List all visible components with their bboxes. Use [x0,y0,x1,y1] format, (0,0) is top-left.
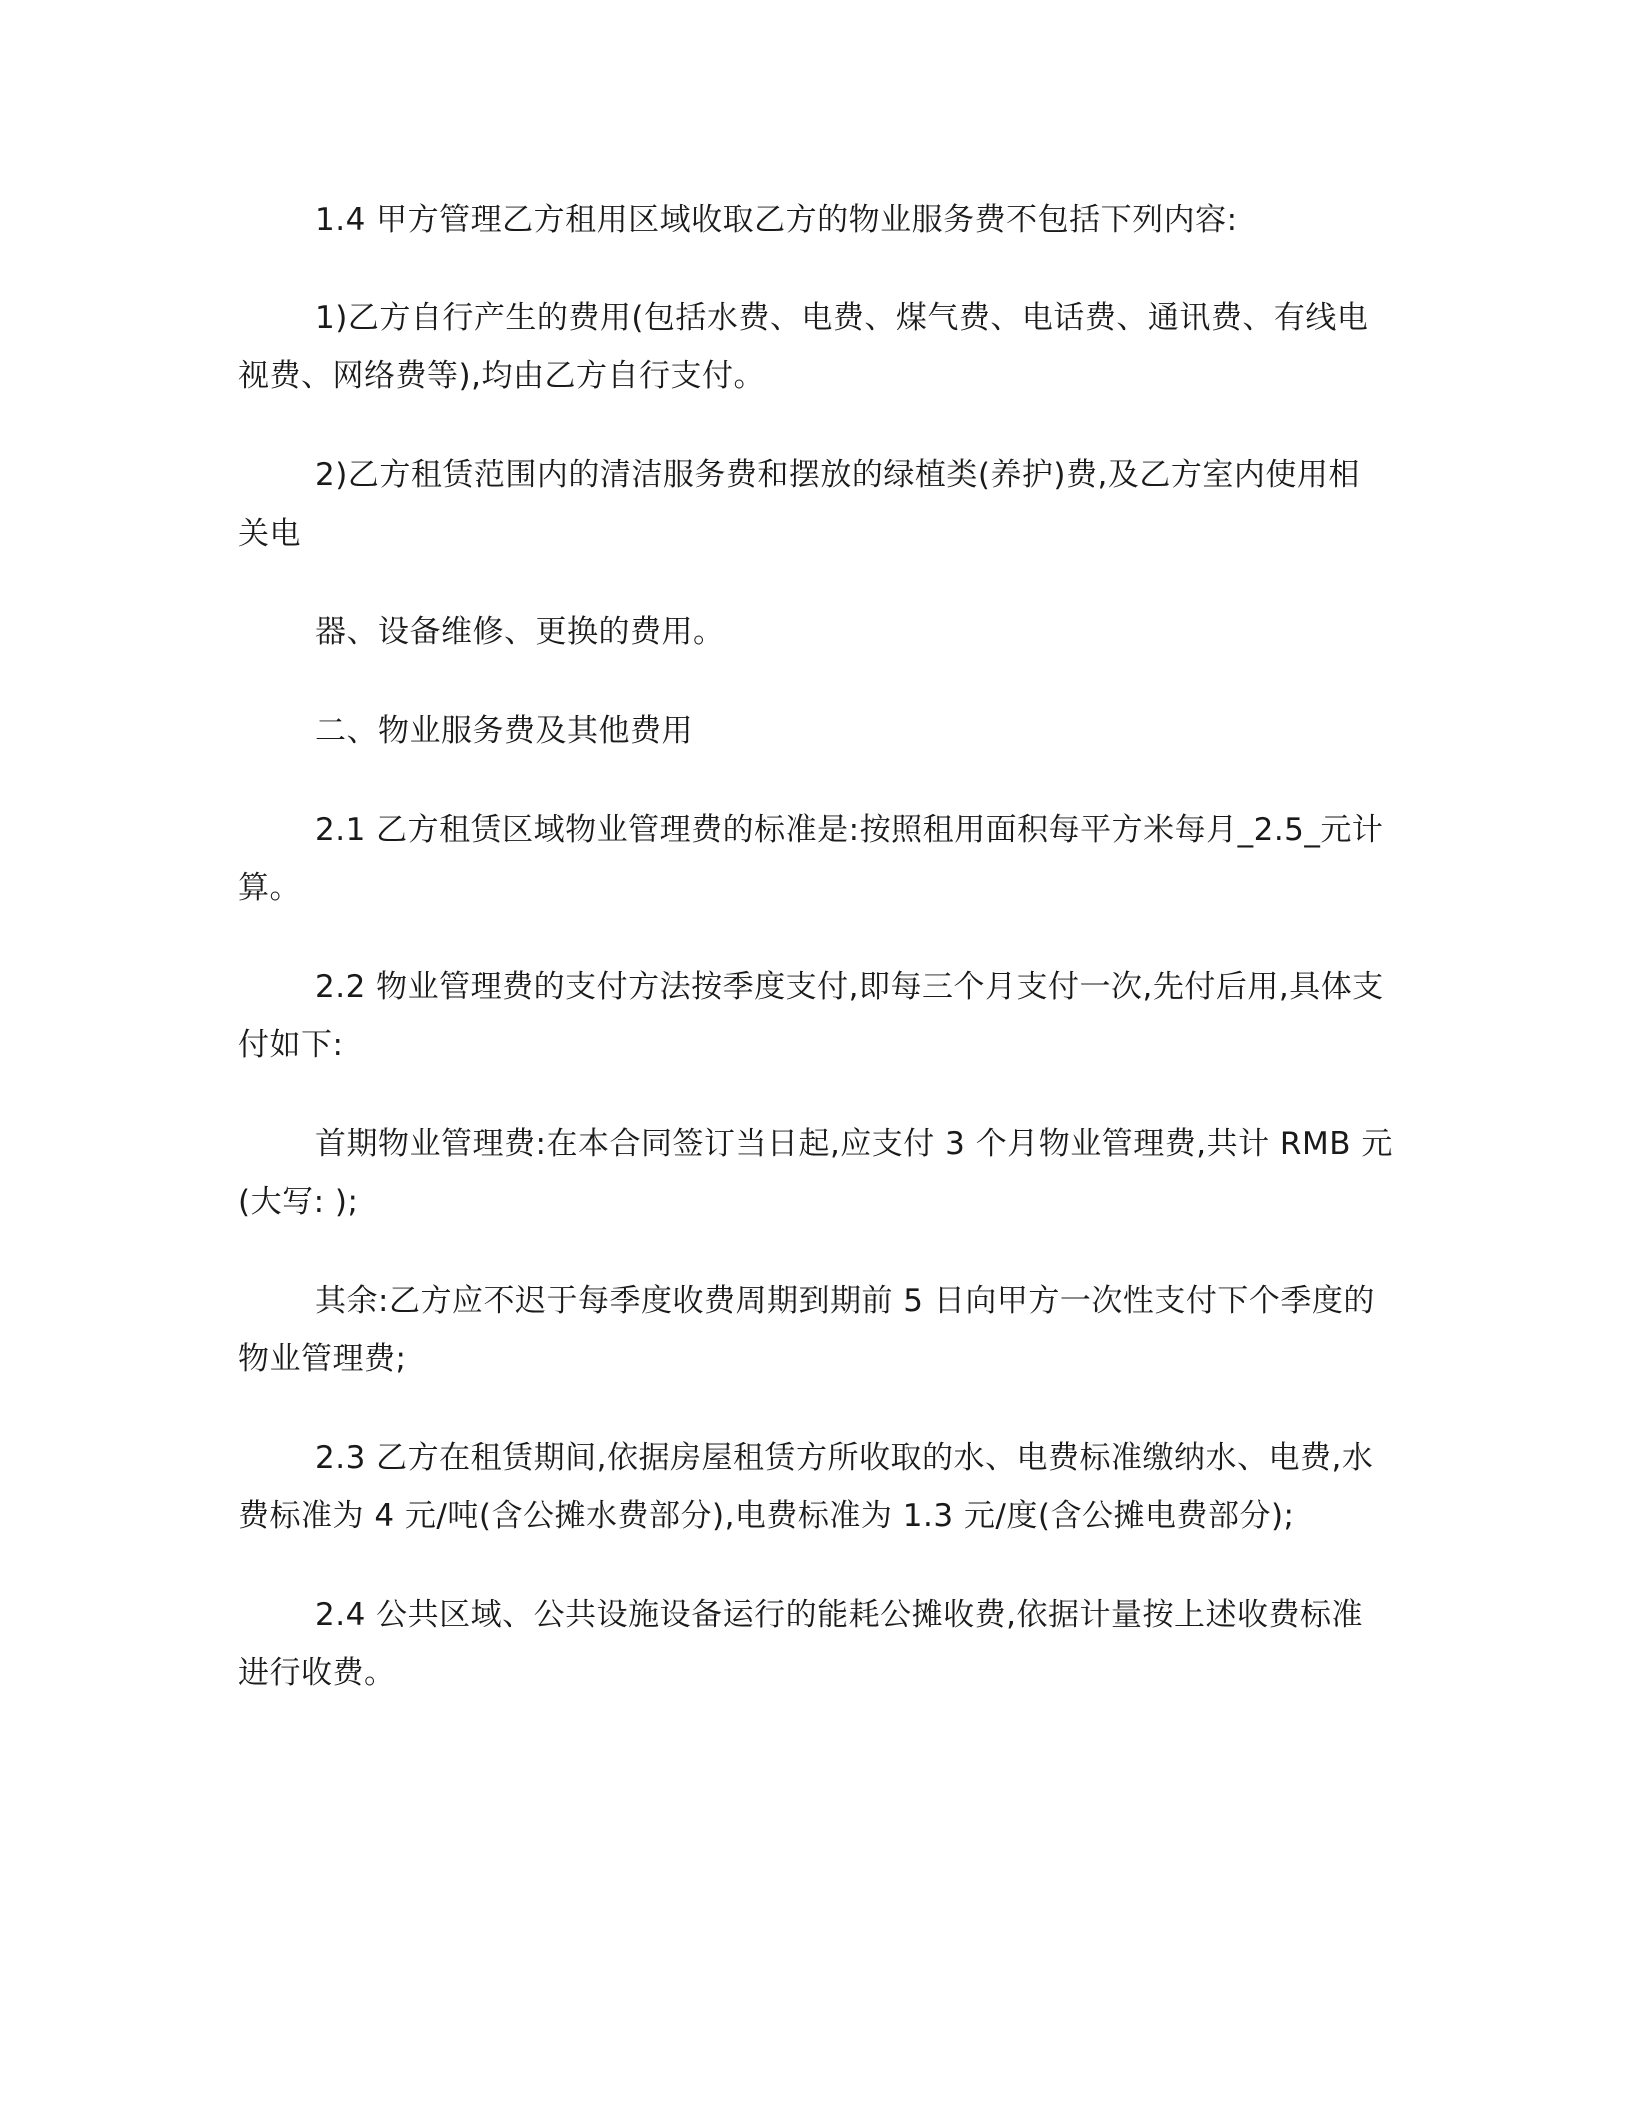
clause-1-4: 1.4 甲方管理乙方租用区域收取乙方的物业服务费不包括下列内容: [315,202,1238,238]
clause-2-4-line-1: 2.4 公共区域、公共设施设备运行的能耗公摊收费,依据计量按上述收费标准 [315,1597,1364,1633]
first-fee-line-1: 首期物业管理费:在本合同签订当日起,应支付 3 个月物业管理费,共计 RMB 元 [315,1126,1393,1162]
clause-2-3-line-1: 2.3 乙方在租赁期间,依据房屋租赁方所收取的水、电费标准缴纳水、电费,水 [315,1440,1374,1476]
item-2-line-1: 2)乙方租赁范围内的清洁服务费和摆放的绿植类(养护)费,及乙方室内使用相 [315,457,1360,493]
remaining-fee-line-2: 物业管理费; [238,1341,407,1377]
clause-2-3-line-2: 费标准为 4 元/吨(含公摊水费部分),电费标准为 1.3 元/度(含公摊电费部分); [238,1498,1295,1534]
item-2-line-2: 关电 [238,516,301,552]
item-1-line-2: 视费、网络费等),均由乙方自行支付。 [238,358,765,394]
clause-2-4-line-2: 进行收费。 [238,1655,396,1691]
item-1-line-1: 1)乙方自行产生的费用(包括水费、电费、煤气费、电话费、通讯费、有线电 [315,300,1369,336]
clause-2-2-line-1: 2.2 物业管理费的支付方法按季度支付,即每三个月支付一次,先付后用,具体支 [315,969,1384,1005]
first-fee-line-2: (大写: ); [238,1184,359,1220]
clause-2-1-line-2: 算。 [238,870,301,906]
clause-2-2-line-2: 付如下: [238,1027,344,1063]
clause-2-1-line-1: 2.1 乙方租赁区域物业管理费的标准是:按照租用面积每平方米每月_2.5_元计 [315,812,1384,848]
remaining-fee-line-1: 其余:乙方应不迟于每季度收费周期到期前 5 日向甲方一次性支付下个季度的 [315,1283,1375,1319]
item-2-line-3: 器、设备维修、更换的费用。 [315,614,725,650]
section-heading-2: 二、物业服务费及其他费用 [315,713,693,749]
